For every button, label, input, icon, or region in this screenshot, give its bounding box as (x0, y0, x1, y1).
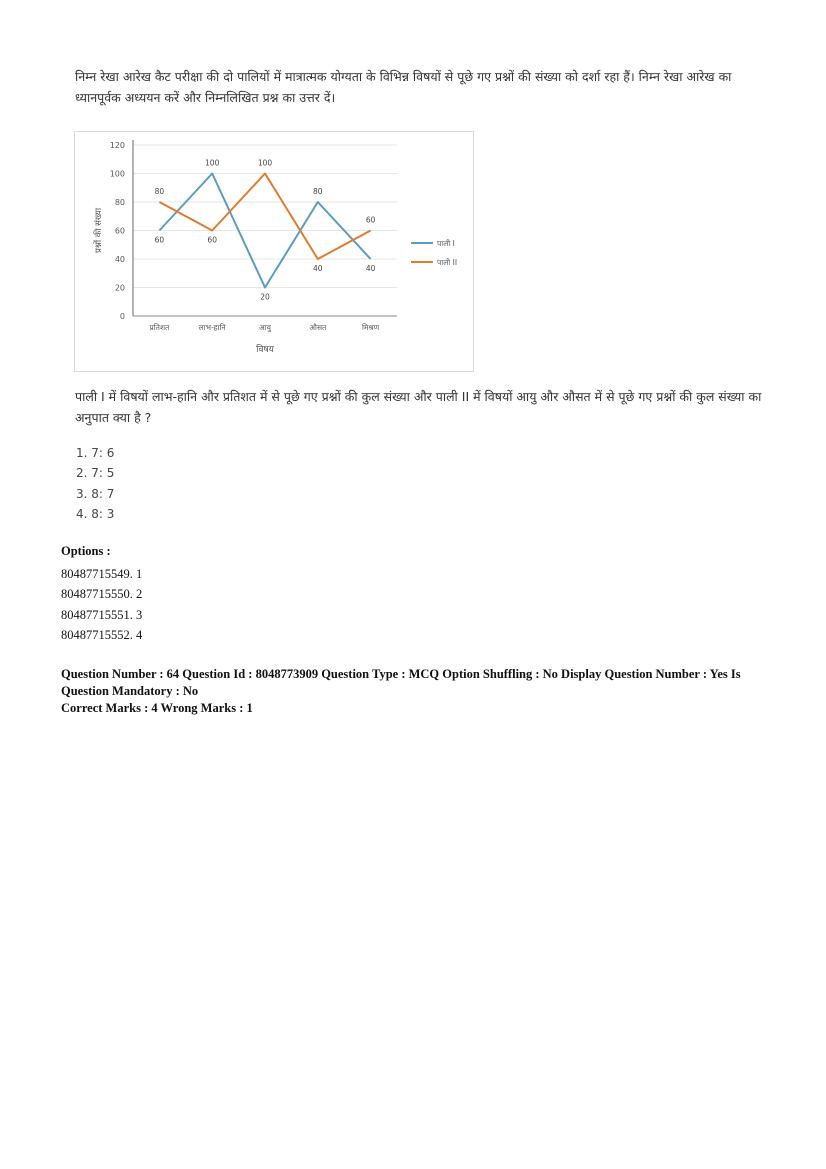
y-tick-label: 40 (114, 255, 125, 264)
x-tick-label: मिश्रण (362, 323, 380, 332)
choice-3: 3. 8: 7 (76, 486, 115, 501)
chart-svg (75, 132, 475, 373)
option-id-4: 80487715552. 4 (61, 627, 143, 642)
option-id-1: 80487715549. 1 (61, 567, 143, 581)
choice-2: 2. 7: 5 (76, 466, 115, 481)
line-chart (74, 131, 474, 372)
data-label: 40 (313, 264, 323, 273)
y-tick-label: 80 (114, 198, 125, 207)
meta-line-2: Correct Marks : 4 Wrong Marks : 1 (61, 701, 253, 715)
options-label: Options : (61, 544, 111, 558)
x-axis-title: विषय (256, 345, 274, 355)
data-label: 40 (365, 264, 376, 273)
legend-label-2: पाली II (437, 258, 458, 267)
y-tick-label: 100 (109, 169, 125, 179)
data-label: 20 (260, 292, 270, 302)
x-tick-label: प्रतिशत (149, 323, 170, 332)
data-label: 100 (205, 158, 220, 168)
y-tick-label: 0 (119, 312, 125, 321)
y-axis-title: प्रश्नों की संख्या (94, 207, 104, 254)
answer-choices (76, 443, 114, 524)
data-label: 60 (207, 235, 217, 245)
x-tick-label: लाभ-हानि (198, 323, 226, 332)
choice-1: 1. 7: 6 (76, 446, 115, 460)
data-label: 60 (365, 215, 376, 225)
intro-text: निम्न रेखा आरेख कैट परीक्षा की दो पालियों में मात्रात्मक योग्यता के विभिन्न विषयों से पूछे गए प्रश्नों की संख्या को दर्शा रहा हैं। निम्न रेखा आरेख का ध्यानपूर्वक अध्ययन करें और निम्नलिखित प्रश्न का उत्तर दें। (75, 69, 732, 105)
meta-line-1: Question Number : 64 Question Id : 8048773909 Question Type : MCQ Option Shuffling : No Display Question Number : Yes Is Question Mandatory : No (61, 667, 741, 698)
y-tick-label: 20 (114, 283, 125, 293)
series-line-2 (159, 174, 370, 260)
question-meta (61, 666, 781, 717)
option-id-3: 80487715551. 3 (61, 607, 143, 622)
options-list (61, 564, 142, 645)
x-tick-label: औसत (309, 323, 327, 332)
data-label: 100 (257, 158, 273, 168)
legend-label-1: पाली I (437, 239, 455, 248)
data-label: 80 (313, 187, 323, 196)
y-tick-label: 60 (114, 226, 125, 236)
x-tick-label: आयु (258, 323, 272, 332)
choice-4: 4. 8: 3 (76, 506, 115, 521)
question-text: पाली I में विषयों लाभ-हानि और प्रतिशत में से पूछे गए प्रश्नों की कुल संख्या और पाली II में विषयों आयु और औसत में से पूछे गए प्रश्नों की कुल संख्या का अनुपात क्या है ? (75, 389, 762, 425)
data-label: 80 (154, 187, 165, 196)
y-tick-label: 120 (109, 141, 125, 150)
data-label: 60 (154, 235, 165, 245)
option-id-2: 80487715550. 2 (61, 587, 143, 602)
